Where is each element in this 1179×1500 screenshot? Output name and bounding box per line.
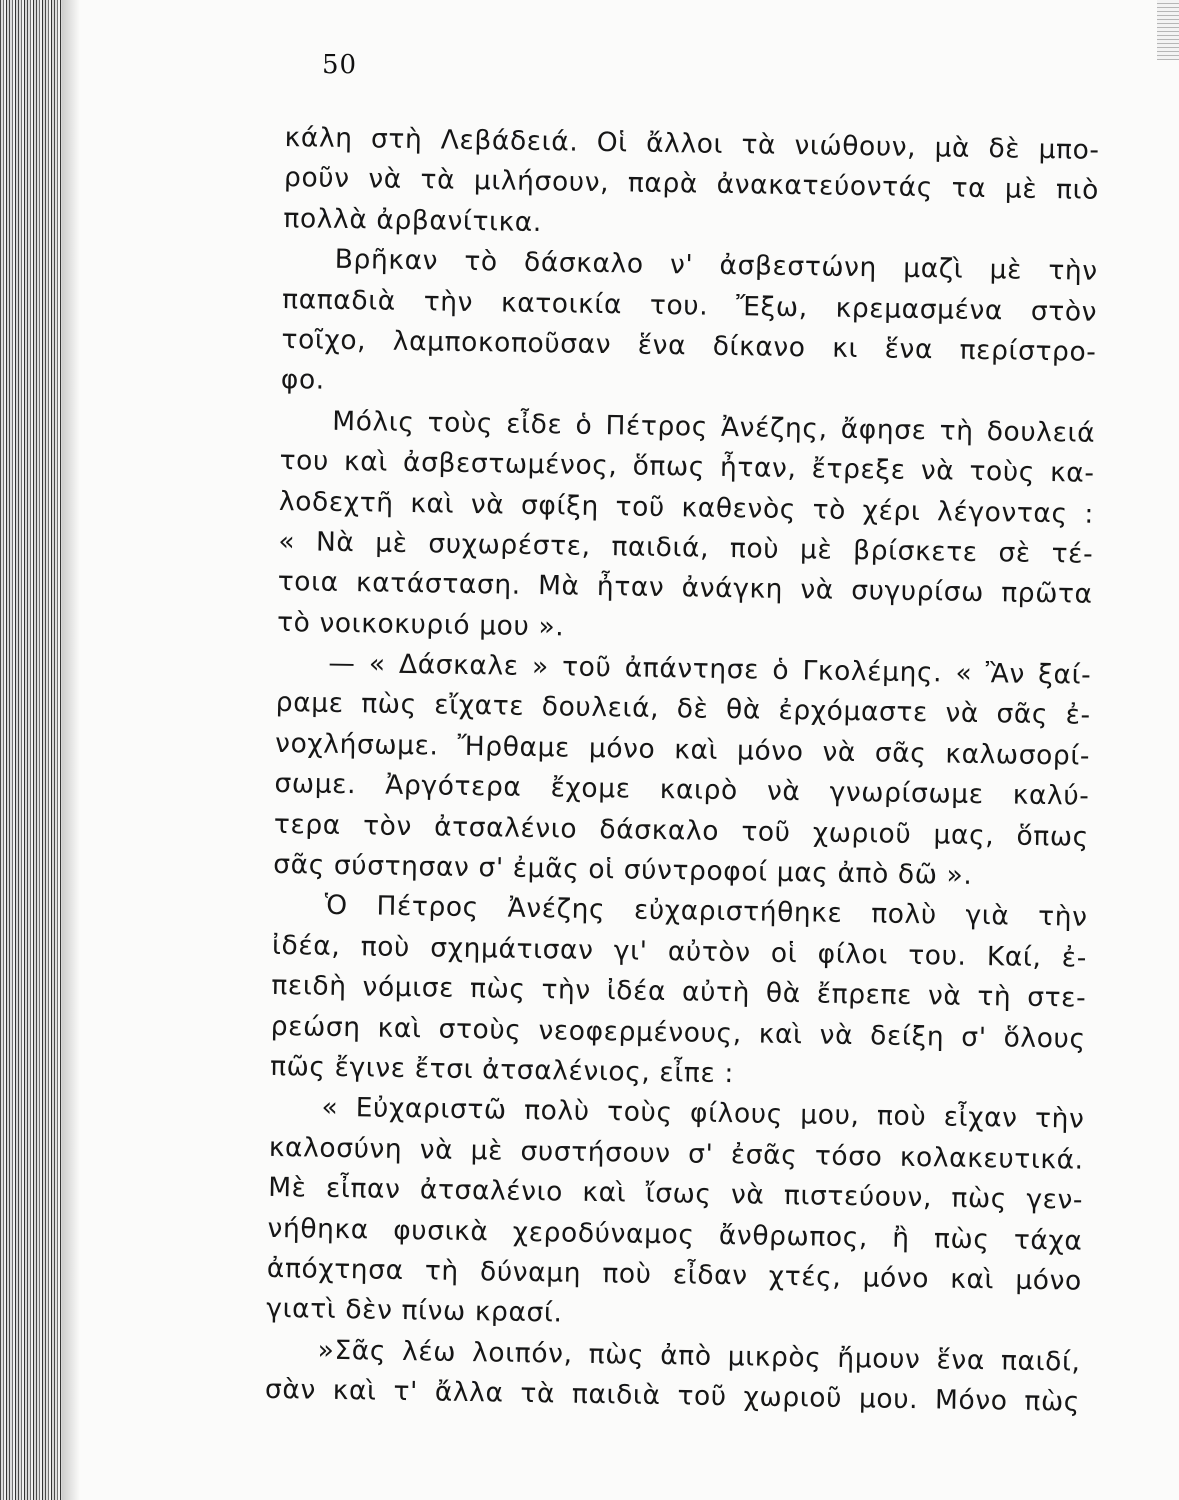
text-line: ραμε πὼς εἴχατε δουλειά, δὲ θὰ ἐρχόμαστε νὰ σᾶς ἐ- (275, 687, 1091, 732)
text-line: καλοσύνη νὰ μὲ συστήσουν σ' ἐσᾶς τόσο κολακευτικά. (268, 1131, 1084, 1176)
text-line: τερα τὸν ἀτσαλένιο δάσκαλο τοῦ χωριοῦ μας, ὅπως (273, 808, 1090, 853)
text-line: Βρῆκαν τὸ δάσκαλο ν' ἀσβεστώνη μαζὶ μὲ τὴν (334, 243, 1098, 287)
text-line: παπαδιὰ τὴν κατοικία του. Ἔξω, κρεμασμένα στὸν (281, 283, 1098, 328)
text-line: πολλὰ ἀρβανίτικα. (283, 202, 543, 238)
text-line: σὰν καὶ τ' ἄλλα τὰ παιδιὰ τοῦ χωριοῦ μου. Μόνο πὼς (264, 1373, 1081, 1418)
text-line: τοια κατάσταση. Μὰ ἦταν ἀνάγκη νὰ συγυρίσω πρῶτα (277, 566, 1093, 611)
text-line: κάλη στὴ Λεβάδειά. Οἱ ἄλλοι τὰ νιώθουν, μὰ δὲ μπο- (284, 121, 1100, 166)
book-binding-edge (0, 0, 62, 1500)
text-line: νήθηκα φυσικὰ χεροδύναμος ἄνθρωπος, ἢ πὼς τάχα (267, 1212, 1083, 1257)
text-line: — « Δάσκαλε » τοῦ ἀπάντησε ὁ Γκολέμης. « Ἂν ξαί- (328, 647, 1092, 691)
binding-shadow (62, 0, 80, 1500)
scan-corner-artifact (1157, 0, 1179, 60)
text-line: πειδὴ νόμισε πὼς τὴν ἰδέα αὐτὴ θὰ ἔπρεπε νὰ τὴ στε- (271, 970, 1087, 1014)
text-line: ρεώση καὶ στοὺς νεοφερμένους, καὶ νὰ δείξη σ' ὅλους (270, 1010, 1086, 1055)
text-line: λοδεχτῆ καὶ νὰ σφίξη τοῦ καθενὸς τὸ χέρι λέγοντας : (278, 485, 1095, 530)
text-line: ροῦν νὰ τὰ μιλήσουν, παρὰ ἀνακατεύοντάς τα μὲ πιὸ (283, 162, 1100, 207)
text-line: »Σᾶς λέω λοιπόν, πὼς ἀπὸ μικρὸς ἤμουν ἕνα παιδί, (317, 1334, 1081, 1378)
text-line: φο. (280, 364, 326, 396)
text-line: ἰδέα, ποὺ σχημάτισαν γι' αὐτὸν οἱ φίλοι του. Καί, ἐ- (271, 929, 1088, 974)
text-line: ἀπόχτησα τὴ δύναμη ποὺ εἶδαν χτές, μόνο καὶ μόνο (266, 1252, 1083, 1297)
body-text (265, 118, 1100, 1423)
text-line: Μόλις τοὺς εἶδε ὁ Πέτρος Ἀνέζης, ἄφησε τὴ δουλειά (332, 405, 1096, 449)
text-line: Ὁ Πέτρος Ἀνέζης εὐχαριστήθηκε πολὺ γιὰ τὴν (324, 890, 1088, 934)
text-line: « Νὰ μὲ συχωρέστε, παιδιά, ποὺ μὲ βρίσκετε σὲ τέ- (278, 525, 1094, 570)
text-line: σωμε. Ἀργότερα ἔχομε καιρὸ νὰ γνωρίσωμε καλύ- (274, 768, 1090, 812)
text-line: σᾶς σύστησαν σ' ἐμᾶς οἱ σύντροφοί μας ἀπὸ δῶ ». (273, 848, 973, 891)
text-line: Μὲ εἶπαν ἀτσαλένιο καὶ ἴσως νὰ πιστεύουν, πὼς γεν- (267, 1172, 1084, 1216)
text-line: γιατὶ δὲν πίνω κρασί. (266, 1293, 563, 1329)
text-line: τοῖχο, λαμποκοποῦσαν ἕνα δίκανο κι ἕνα περίστρο- (281, 323, 1097, 368)
text-line: τὸ νοικοκυριό μου ». (276, 606, 565, 643)
text-line: νοχλήσωμε. Ἤρθαμε μόνο καὶ μόνο νὰ σᾶς καλωσορί- (274, 727, 1091, 772)
text-line: πῶς ἔγινε ἔτσι ἀτσαλένιος, εἶπε : (269, 1050, 735, 1090)
text-line: « Εὐχαριστῶ πολὺ τοὺς φίλους μου, ποὺ εἶχαν τὴν (321, 1092, 1085, 1136)
page-number: 50 (322, 50, 358, 80)
text-line: του καὶ ἀσβεστωμένος, ὅπως ἦταν, ἔτρεξε νὰ τοὺς κα- (279, 445, 1095, 489)
